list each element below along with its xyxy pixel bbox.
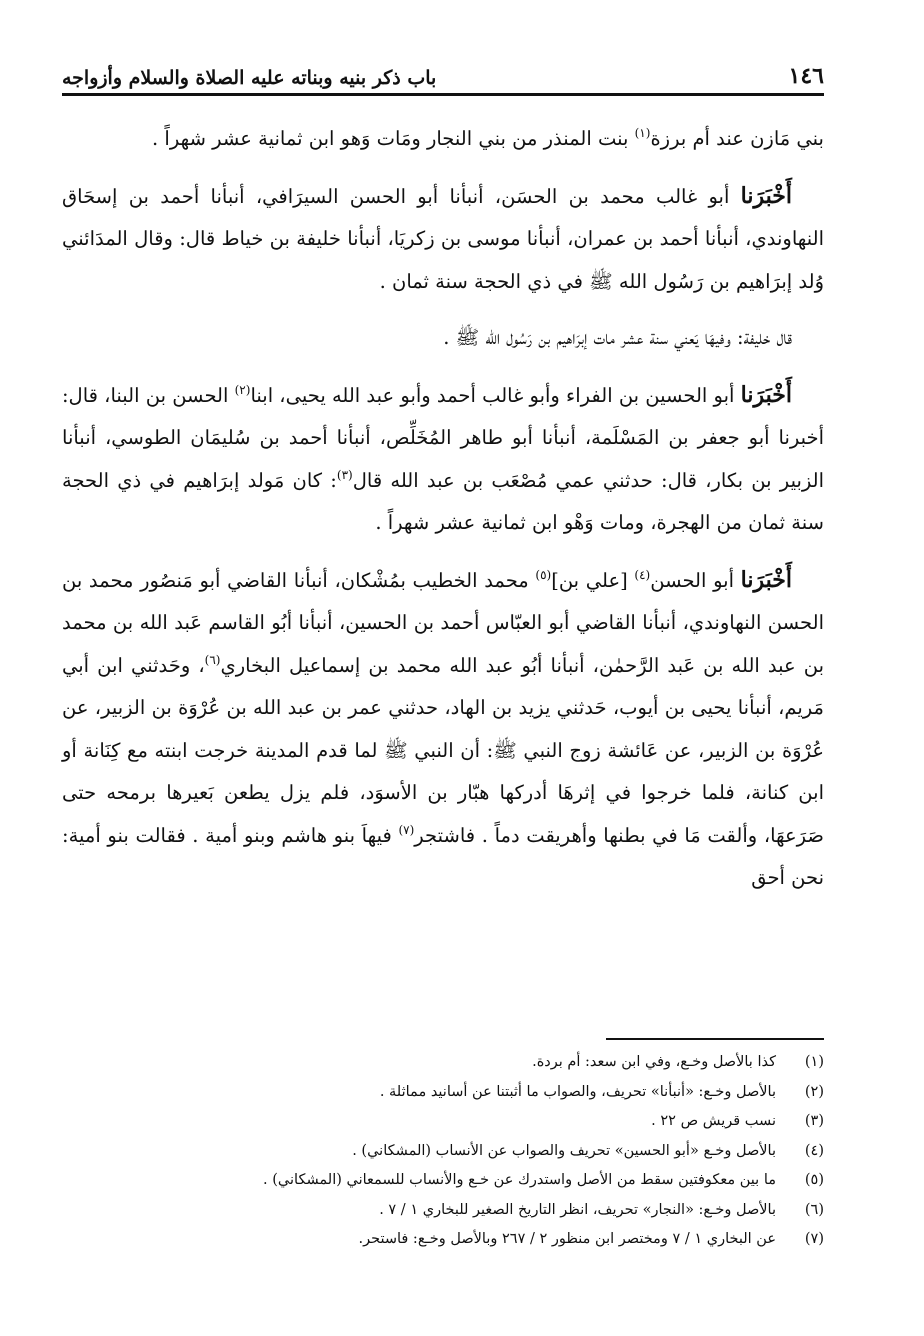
footnote-number: (٢)	[804, 1083, 824, 1100]
paragraph-1-text-a: بني مَازن عند أم برزة	[650, 127, 824, 150]
paragraph-2	[62, 175, 824, 304]
footnote-ref-7: (٧)	[398, 822, 415, 837]
footnote-number: (٥)	[804, 1172, 824, 1188]
paragraph-3-text: قال خليفة: وفيهَا يَعني سنة عشر مات إبرَاهيم بن رَسُول الله ﷺ .	[443, 326, 792, 349]
footnote-number: (٤)	[804, 1142, 824, 1159]
footnote-3	[62, 1107, 824, 1137]
running-title: باب ذكر بنيه وبناته عليه الصلاة والسلام وأزواجه	[62, 67, 437, 89]
paragraph-5-text-e: فيهاَ بنو هاشم وبنو أمية . فقالت بنو أمية: نحن أحق	[62, 823, 824, 889]
paragraph-4-text-a: أبو الحسين بن الفراء وأبو غالب أحمد وأبو عبد الله يحيى، ابنا	[250, 383, 741, 407]
paragraph-5-text-d: ، وحَدثني ابن أبي مَريم، أنبأنا يحيى بن أيوب، حَدثني يزيد بن الهاد، حدثني عمر بن عبد الله بن عُرْوَة بن الزبير، عن عُرْوَة بن الزبير، عن عَائشة زوج النبي ﷺ: أن النبي ﷺ لما قدم المدينة خرجت ابنته مع كِنَانة أو ابن كنانة، فلما خرجوا في إثرهَا أدركها هبّار بن الأسوَد، فلم يزل يطعن بَعيرها برمحه حتى صَرَعهَا، وألقت مَا في بطنها وأهريقت دماً . فاشتجر	[62, 653, 824, 847]
footnote-ref-5: (٥)	[535, 567, 552, 582]
akhbarana-label: أَخْبَرَنا	[740, 381, 792, 408]
footnote-text: بالأصل وخـع: «النجار» تحريف، انظر التاريخ الصغير للبخاري ١ / ٧ .	[379, 1201, 776, 1218]
footnote-number: (١)	[804, 1054, 824, 1070]
footnote-text: ما بين معكوفتين سقط من الأصل واستدرك عن خـع والأنساب للسمعاني (المشكاني) .	[263, 1172, 776, 1188]
paragraph-1-text-b: بنت المنذر من بني النجار ومَات وَهو ابن ثمانية عشر شهراً .	[152, 127, 635, 150]
paragraph-3	[62, 317, 824, 360]
footnote-number: (٦)	[804, 1201, 824, 1218]
main-text	[62, 118, 824, 900]
footnote-text: بالأصل وخـع: «أنبأنا» تحريف، والصواب ما أثبتنا عن أسانيد مماثلة .	[379, 1083, 776, 1100]
paragraph-4	[62, 374, 824, 545]
paragraph-5-text-c: محمد الخطيب بمُشْكان، أنبأنا القاضي أبو مَنصُور محمد بن الحسن النهاوندي، أنبأنا القاضي أبو العبّاس أحمد بن الحسين، أنبأنا أبُو القاسم عَبد الله بن محمد بن عبد الله بن عَبد الرَّحمٰن، أنبأنا أبُو عبد الله محمد بن إسماعيل البخاري	[62, 568, 824, 677]
paragraph-5-text-b: [علي بن]	[551, 568, 635, 592]
page-number: ١٤٦	[788, 63, 824, 89]
akhbarana-label: أَخْبَرَنا	[740, 182, 792, 209]
footnote-4	[62, 1137, 824, 1167]
paragraph-2-text: أبو غالب محمد بن الحسَن، أنبأنا أبو الحسن السيرَافي، أنبأنا أحمد بن إسحَاق النهاوندي، أنبأنا أحمد بن عمران، أنبأنا موسى بن زكريَا، أنبأنا خليفة بن خياط قال: وقال المدَائني وُلد إبرَاهيم بن رَسُول الله ﷺ في ذي الحجة سنة ثمان .	[62, 184, 824, 293]
footnote-6	[62, 1196, 824, 1226]
footnote-7	[62, 1225, 824, 1255]
footnote-text: عن البخاري ١ / ٧ ومختصر ابن منظور ٢ / ٢٦٧ وبالأصل وخـع: فاستحر.	[358, 1231, 776, 1247]
footnote-text: كذا بالأصل وخـع، وفي ابن سعد: أم بردة.	[532, 1054, 776, 1070]
footnote-ref-2: (٢)	[234, 382, 251, 397]
footnote-ref-4: (٤)	[634, 567, 651, 582]
paragraph-4-text-b: الحسن بن البنا، قال: أخبرنا أبو جعفر بن المَسْلَمة، أنبأنا أبو طاهر المُخَلِّص، أنبأنا أحمد بن سُليمَان الطوسي، أنبأنا الزبير بن بكار، قال: حدثني عمي مُصْعَب بن عبد الله قال	[61, 383, 824, 492]
footnote-divider	[606, 1038, 824, 1040]
footnote-number: (٣)	[804, 1113, 824, 1129]
footnote-1	[62, 1048, 824, 1078]
paragraph-1	[62, 118, 824, 161]
footnote-text: بالأصل وخـع «أبو الحسين» تحريف والصواب عن الأنساب (المشكاني) .	[352, 1142, 776, 1159]
page-header	[62, 58, 824, 96]
paragraph-4-text-c: : كان مَولد إبرَاهيم في ذي الحجة سنة ثمان من الهجرة، ومات وَهْو ابن ثمانية عشر شهراً .	[62, 468, 824, 534]
akhbarana-label: أَخْبَرَنا	[740, 566, 792, 593]
footnotes	[62, 1048, 824, 1255]
paragraph-5-text-a: أبو الحسن	[650, 568, 741, 592]
footnote-5	[62, 1166, 824, 1196]
paragraph-5	[62, 559, 824, 900]
footnote-ref-3: (٣)	[336, 467, 353, 482]
footnote-number: (٧)	[804, 1231, 824, 1247]
footnote-text: نسب قريش ص ٢٢ .	[651, 1113, 776, 1129]
footnote-ref-1: (١)	[634, 126, 651, 140]
footnote-ref-6: (٦)	[204, 652, 221, 667]
footnote-2	[62, 1078, 824, 1108]
